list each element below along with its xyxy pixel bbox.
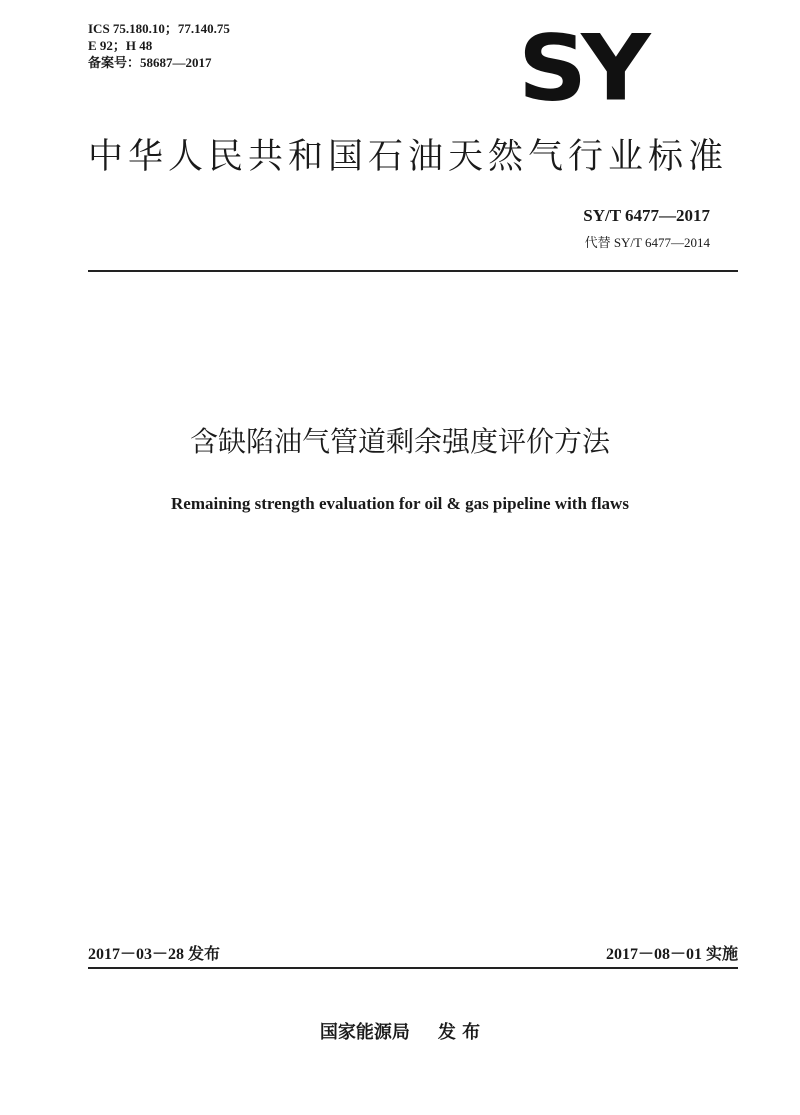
bottom-divider: [88, 967, 738, 969]
replaces-standard: 代替 SY/T 6477—2014: [584, 235, 710, 250]
issuer-line: [0, 1018, 800, 1044]
standard-number: SY/T 6477—2017: [583, 206, 710, 225]
industry-standard-title: 中华人民共和国石油天然气行业标准: [88, 137, 729, 177]
document-title-english: Remaining strength evaluation for oil & gas pipeline with flaws: [171, 494, 629, 513]
implementation-date: 2017－08－01 实施: [605, 946, 738, 963]
issue-date: 2017－03－28 发布: [88, 946, 221, 963]
sy-logo: SY: [518, 14, 645, 122]
document-title-chinese: 含缺陷油气管道剩余强度评价方法: [189, 425, 610, 458]
ics-code: ICS 75.180.10；77.140.75: [88, 21, 230, 36]
issuer-name: 国家能源局: [319, 1022, 410, 1043]
top-divider: [88, 270, 738, 272]
issuer-action: 发 布: [437, 1022, 481, 1043]
classification-block: [88, 20, 230, 71]
ccs-code: E 92；H 48: [88, 38, 153, 53]
record-number: 备案号：58687—2017: [88, 55, 212, 70]
